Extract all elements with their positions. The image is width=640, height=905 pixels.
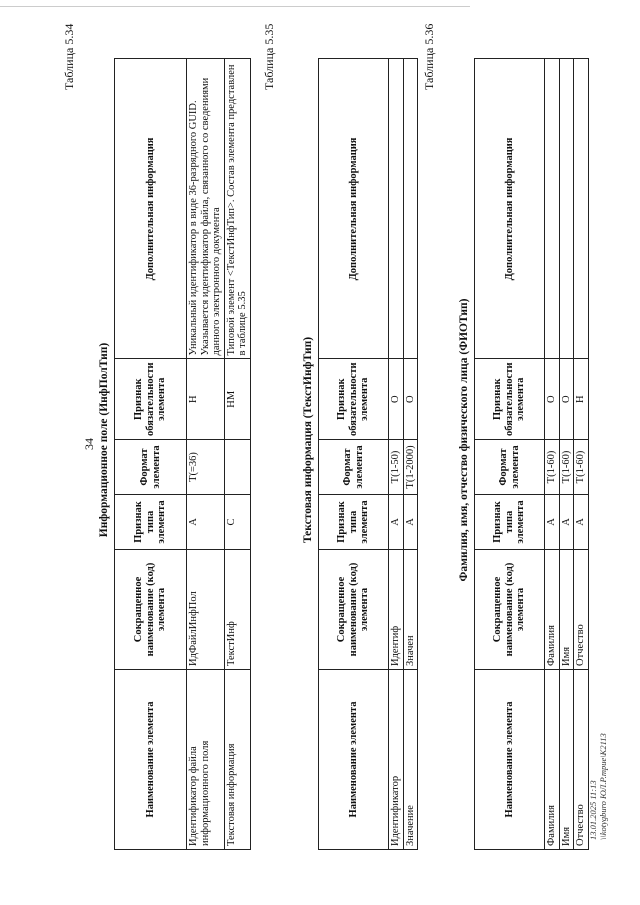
table-title-5-34: Информационное поле (ИнфПолТип)	[98, 342, 110, 538]
header-cell: Сокращенное наименование (код) элемента	[115, 550, 187, 670]
table-cell: А	[389, 495, 404, 550]
table-cell	[389, 59, 404, 359]
stamp-date: 13.01.2025 11:13	[588, 780, 598, 840]
table-cell: О	[559, 359, 574, 440]
table-cell: Имя	[559, 550, 574, 670]
table-cell	[545, 59, 560, 359]
table-title-5-36: Фамилия, имя, отчество физического лица (ФИОТип)	[458, 298, 470, 582]
header-cell: Дополнительная информация	[319, 59, 389, 359]
table-cell: А	[187, 495, 225, 550]
table-cell: С	[224, 495, 250, 550]
table-cell: Отчество	[574, 670, 589, 850]
header-cell: Дополнительная информация	[115, 59, 187, 359]
table-cell: О	[403, 359, 418, 440]
table-cell: ИдФайлИнфПол	[187, 550, 225, 670]
table-cell: Идентиф	[389, 550, 404, 670]
table-row	[545, 59, 560, 850]
table-cell: Идентификатор файла информационного поля	[187, 670, 225, 850]
header-cell: Признак обязательности элемента	[319, 359, 389, 440]
table-row	[187, 59, 225, 850]
table-row	[574, 59, 589, 850]
file-stamp	[588, 733, 608, 840]
table-cell: ТекстИнф	[224, 550, 250, 670]
table-cell: Текстовая информация	[224, 670, 250, 850]
table-cell: Типовой элемент <ТекстИнфТип>. Состав элемента представлен в таблице 5.35	[224, 59, 250, 359]
header-cell: Признак обязательности элемента	[475, 359, 545, 440]
table-cell: T(1-50)	[389, 440, 404, 495]
header-cell: Формат элемента	[319, 440, 389, 495]
table-cell: А	[559, 495, 574, 550]
table-cell: Отчество	[574, 550, 589, 670]
table-cell: Н	[574, 359, 589, 440]
table-cell: А	[545, 495, 560, 550]
header-cell: Сокращенное наименование (код) элемента	[319, 550, 389, 670]
table-title-5-35: Текстовая информация (ТекстИнфТип)	[302, 336, 314, 544]
table-cell: Фамилия	[545, 670, 560, 850]
header-cell: Формат элемента	[475, 440, 545, 495]
table-cell	[574, 59, 589, 359]
table-cell: Идентификатор	[389, 670, 404, 850]
header-cell: Наименование элемента	[319, 670, 389, 850]
table-cell: Фамилия	[545, 550, 560, 670]
table-number-5-34: Таблица 5.34	[62, 23, 76, 90]
header-cell: Формат элемента	[115, 440, 187, 495]
table-cell: О	[545, 359, 560, 440]
table-number-5-36: Таблица 5.36	[422, 23, 436, 90]
header-cell: Признак типа элемента	[475, 495, 545, 550]
top-rule	[0, 6, 470, 7]
table-cell: T(=36)	[187, 440, 225, 495]
header-cell: Признак обязательности элемента	[115, 359, 187, 440]
table-cell: T(1-60)	[559, 440, 574, 495]
table-cell: Значен	[403, 550, 418, 670]
table-cell	[224, 440, 250, 495]
table-5-34	[114, 58, 251, 850]
table-cell: Н	[187, 359, 225, 440]
table-cell	[403, 59, 418, 359]
table-cell: О	[389, 359, 404, 440]
table-cell: А	[403, 495, 418, 550]
page-number: 34	[82, 438, 96, 450]
table-cell: Уникальный идентификатор в виде 36-разрядного GUID. Указывается идентификатор файла, связанного со сведениями данного электронного документа	[187, 59, 225, 359]
header-cell: Признак типа элемента	[115, 495, 187, 550]
table-number-5-35: Таблица 5.35	[262, 23, 276, 90]
table-row	[224, 59, 250, 850]
header-cell: Дополнительная информация	[475, 59, 545, 359]
table-row	[559, 59, 574, 850]
table-cell: T(1-60)	[545, 440, 560, 495]
table-cell: T(1-60)	[574, 440, 589, 495]
table-cell: Значение	[403, 670, 418, 850]
table-row	[389, 59, 404, 850]
table-cell: А	[574, 495, 589, 550]
stamp-path: \\kotygburo ЮЛ.Р.mpue\К2113	[598, 733, 609, 840]
header-cell: Наименование элемента	[475, 670, 545, 850]
table-cell: T(1-2000)	[403, 440, 418, 495]
header-cell: Признак типа элемента	[319, 495, 389, 550]
table-5-36	[474, 58, 589, 850]
table-cell: НМ	[224, 359, 250, 440]
table-cell	[559, 59, 574, 359]
table-cell: Имя	[559, 670, 574, 850]
table-row	[403, 59, 418, 850]
rotated-page	[40, 10, 640, 870]
header-cell: Наименование элемента	[115, 670, 187, 850]
header-cell: Сокращенное наименование (код) элемента	[475, 550, 545, 670]
table-5-35	[318, 58, 418, 850]
